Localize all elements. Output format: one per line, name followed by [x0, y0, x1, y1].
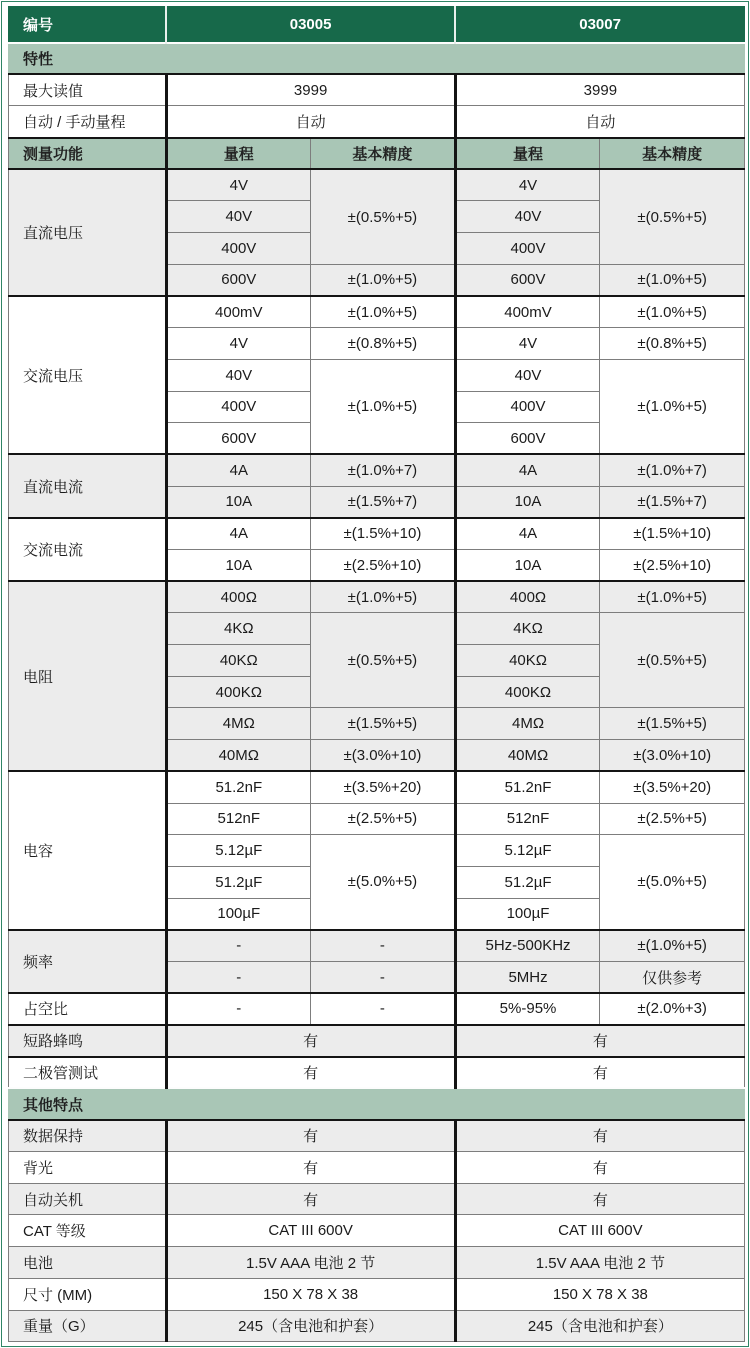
range-cell: - — [166, 993, 311, 1025]
value-cell: CAT III 600V — [166, 1215, 455, 1247]
accuracy-cell: ±(3.5%+20) — [600, 771, 745, 803]
value-cell: CAT III 600V — [455, 1215, 744, 1247]
range-cell: 51.2nF — [455, 771, 600, 803]
range-cell: 40V — [455, 359, 600, 391]
data-hold-row — [9, 1120, 745, 1152]
accuracy-cell: ±(1.5%+7) — [600, 486, 745, 518]
range-cell: 400mV — [166, 296, 311, 328]
accuracy-cell: ±(0.8%+5) — [311, 328, 456, 360]
range-cell: 400KΩ — [455, 676, 600, 708]
row-label: 重量（G） — [9, 1310, 167, 1342]
range-cell: 10A — [166, 486, 311, 518]
range-cell: 10A — [166, 550, 311, 582]
range-cell: 400mV — [455, 296, 600, 328]
value-cell: 有 — [455, 1152, 744, 1184]
value-cell: 有 — [166, 1183, 455, 1215]
battery-row — [9, 1247, 745, 1279]
range-mode-row — [9, 106, 745, 138]
value-cell: 3999 — [166, 74, 455, 106]
range-cell: 400KΩ — [166, 676, 311, 708]
accuracy-cell: ±(2.5%+5) — [600, 803, 745, 835]
range-cell: 40MΩ — [455, 740, 600, 772]
ac-current-row — [9, 518, 745, 550]
dc-voltage-row — [9, 169, 745, 201]
accuracy-cell: ±(1.5%+5) — [600, 708, 745, 740]
range-cell: 100µF — [455, 898, 600, 930]
row-label: 背光 — [9, 1152, 167, 1184]
range-cell: 5%-95% — [455, 993, 600, 1025]
range-cell: - — [166, 961, 311, 993]
accuracy-cell: ±(2.5%+10) — [311, 550, 456, 582]
accuracy-cell: ±(1.0%+5) — [311, 296, 456, 328]
value-cell: 有 — [166, 1120, 455, 1152]
resistance-label: 电阻 — [9, 581, 167, 771]
range-cell: 40V — [166, 359, 311, 391]
accuracy-cell: ±(1.0%+5) — [600, 264, 745, 296]
accuracy-cell: ±(1.0%+7) — [600, 454, 745, 486]
row-label: 电池 — [9, 1247, 167, 1279]
accuracy-cell: ±(1.0%+5) — [600, 581, 745, 613]
spec-table — [8, 6, 745, 1342]
accuracy-cell: ±(1.5%+5) — [311, 708, 456, 740]
model-b: 03007 — [455, 7, 744, 43]
range-cell: 400Ω — [166, 581, 311, 613]
accuracy-cell: ±(1.0%+5) — [311, 581, 456, 613]
column-header-accuracy: 基本精度 — [600, 138, 745, 170]
accuracy-cell: ±(1.5%+10) — [311, 518, 456, 550]
value-cell: 150 X 78 X 38 — [166, 1278, 455, 1310]
frequency-row — [9, 930, 745, 962]
accuracy-cell: ±(0.5%+5) — [311, 613, 456, 708]
range-cell: 4V — [455, 328, 600, 360]
range-cell: 51.2µF — [455, 866, 600, 898]
diode-test-label: 二极管测试 — [9, 1057, 167, 1089]
accuracy-cell: ±(1.0%+5) — [600, 296, 745, 328]
range-cell: 400V — [455, 391, 600, 423]
range-cell: 512nF — [455, 803, 600, 835]
id-label: 编号 — [9, 7, 167, 43]
value-cell: 有 — [455, 1120, 744, 1152]
range-cell: 10A — [455, 550, 600, 582]
accuracy-cell: ±(2.5%+10) — [600, 550, 745, 582]
backlight-row — [9, 1152, 745, 1184]
range-cell: 4V — [166, 169, 311, 201]
characteristics-band-title: 特性 — [9, 43, 745, 75]
range-cell: 5.12µF — [455, 835, 600, 867]
dc-current-label: 直流电流 — [9, 454, 167, 517]
range-cell: 512nF — [166, 803, 311, 835]
resistance-row — [9, 581, 745, 613]
duty-cycle-label: 占空比 — [9, 993, 167, 1025]
accuracy-cell: ±(1.0%+5) — [311, 359, 456, 454]
weight-row — [9, 1310, 745, 1342]
range-cell: 4V — [455, 169, 600, 201]
accuracy-cell: ±(1.0%+5) — [600, 930, 745, 962]
dc-voltage-label: 直流电压 — [9, 169, 167, 296]
ac-current-label: 交流电流 — [9, 518, 167, 581]
accuracy-cell: ±(0.5%+5) — [600, 169, 745, 264]
value-cell: 1.5V AAA 电池 2 节 — [166, 1247, 455, 1279]
range-cell: 4V — [166, 328, 311, 360]
accuracy-cell: ±(1.5%+7) — [311, 486, 456, 518]
accuracy-cell: ±(1.0%+5) — [311, 264, 456, 296]
range-cell: 4MΩ — [455, 708, 600, 740]
range-cell: 5.12µF — [166, 835, 311, 867]
other-features-band — [9, 1088, 745, 1120]
capacitance-row — [9, 771, 745, 803]
accuracy-cell: ±(5.0%+5) — [311, 835, 456, 930]
value-cell: 245（含电池和护套） — [455, 1310, 744, 1342]
range-cell: 400V — [455, 233, 600, 265]
capacitance-label: 电容 — [9, 771, 167, 929]
range-cell: 40KΩ — [166, 645, 311, 677]
value-cell: 有 — [166, 1152, 455, 1184]
range-cell: 40KΩ — [455, 645, 600, 677]
cat-rating-row — [9, 1215, 745, 1247]
accuracy-cell: ±(1.0%+7) — [311, 454, 456, 486]
row-label: 自动 / 手动量程 — [9, 106, 167, 138]
range-cell: 600V — [455, 264, 600, 296]
model-a: 03005 — [166, 7, 455, 43]
range-cell: 40MΩ — [166, 740, 311, 772]
range-cell: 10A — [455, 486, 600, 518]
accuracy-cell: ±(0.8%+5) — [600, 328, 745, 360]
accuracy-cell: - — [311, 993, 456, 1025]
range-cell: 400Ω — [455, 581, 600, 613]
range-cell: 4KΩ — [166, 613, 311, 645]
spec-sheet — [1, 1, 749, 1347]
range-cell: 600V — [166, 264, 311, 296]
accuracy-cell: - — [311, 930, 456, 962]
model-header-row — [9, 7, 745, 43]
value-cell: 3999 — [455, 74, 744, 106]
row-label: 自动关机 — [9, 1183, 167, 1215]
frequency-label: 频率 — [9, 930, 167, 993]
characteristics-band — [9, 43, 745, 75]
dimensions-row — [9, 1278, 745, 1310]
column-header-range: 量程 — [455, 138, 600, 170]
functions-header-row — [9, 138, 745, 170]
accuracy-cell: - — [311, 961, 456, 993]
range-cell: 4A — [455, 454, 600, 486]
range-cell: 4MΩ — [166, 708, 311, 740]
value-cell: 150 X 78 X 38 — [455, 1278, 744, 1310]
range-cell: 600V — [166, 423, 311, 455]
range-cell: 600V — [455, 423, 600, 455]
range-cell: 4A — [455, 518, 600, 550]
continuity-row — [9, 1025, 745, 1057]
value-cell: 有 — [455, 1183, 744, 1215]
row-label: 尺寸 (MM) — [9, 1278, 167, 1310]
value-cell: 自动 — [455, 106, 744, 138]
dc-current-row — [9, 454, 745, 486]
range-cell: 51.2µF — [166, 866, 311, 898]
ac-voltage-label: 交流电压 — [9, 296, 167, 454]
ac-voltage-row — [9, 296, 745, 328]
row-label: 最大读值 — [9, 74, 167, 106]
range-cell: 4A — [166, 454, 311, 486]
auto-power-off-row — [9, 1183, 745, 1215]
value-cell: 自动 — [166, 106, 455, 138]
accuracy-cell: ±(2.5%+5) — [311, 803, 456, 835]
value-cell: 245（含电池和护套） — [166, 1310, 455, 1342]
column-header-accuracy: 基本精度 — [311, 138, 456, 170]
accuracy-cell: ±(3.5%+20) — [311, 771, 456, 803]
value-cell: 有 — [455, 1057, 744, 1089]
value-cell: 有 — [166, 1057, 455, 1089]
continuity-label: 短路蜂鸣 — [9, 1025, 167, 1057]
range-cell: 40V — [455, 201, 600, 233]
range-cell: 5Hz-500KHz — [455, 930, 600, 962]
accuracy-cell: 仅供参考 — [600, 961, 745, 993]
range-cell: 400V — [166, 233, 311, 265]
diode-test-row — [9, 1057, 745, 1089]
value-cell: 有 — [166, 1025, 455, 1057]
range-cell: 100µF — [166, 898, 311, 930]
duty-cycle-row — [9, 993, 745, 1025]
value-cell: 1.5V AAA 电池 2 节 — [455, 1247, 744, 1279]
accuracy-cell: ±(0.5%+5) — [311, 169, 456, 264]
range-cell: 4A — [166, 518, 311, 550]
accuracy-cell: ±(1.0%+5) — [600, 359, 745, 454]
functions-label: 测量功能 — [9, 138, 167, 170]
column-header-range: 量程 — [166, 138, 311, 170]
range-cell: 40V — [166, 201, 311, 233]
value-cell: 有 — [455, 1025, 744, 1057]
max-reading-row — [9, 74, 745, 106]
range-cell: 4KΩ — [455, 613, 600, 645]
accuracy-cell: ±(5.0%+5) — [600, 835, 745, 930]
range-cell: 51.2nF — [166, 771, 311, 803]
accuracy-cell: ±(1.5%+10) — [600, 518, 745, 550]
accuracy-cell: ±(3.0%+10) — [600, 740, 745, 772]
accuracy-cell: ±(2.0%+3) — [600, 993, 745, 1025]
accuracy-cell: ±(3.0%+10) — [311, 740, 456, 772]
other-features-band-title: 其他特点 — [9, 1088, 745, 1120]
range-cell: 5MHz — [455, 961, 600, 993]
row-label: CAT 等级 — [9, 1215, 167, 1247]
accuracy-cell: ±(0.5%+5) — [600, 613, 745, 708]
range-cell: 400V — [166, 391, 311, 423]
range-cell: - — [166, 930, 311, 962]
row-label: 数据保持 — [9, 1120, 167, 1152]
